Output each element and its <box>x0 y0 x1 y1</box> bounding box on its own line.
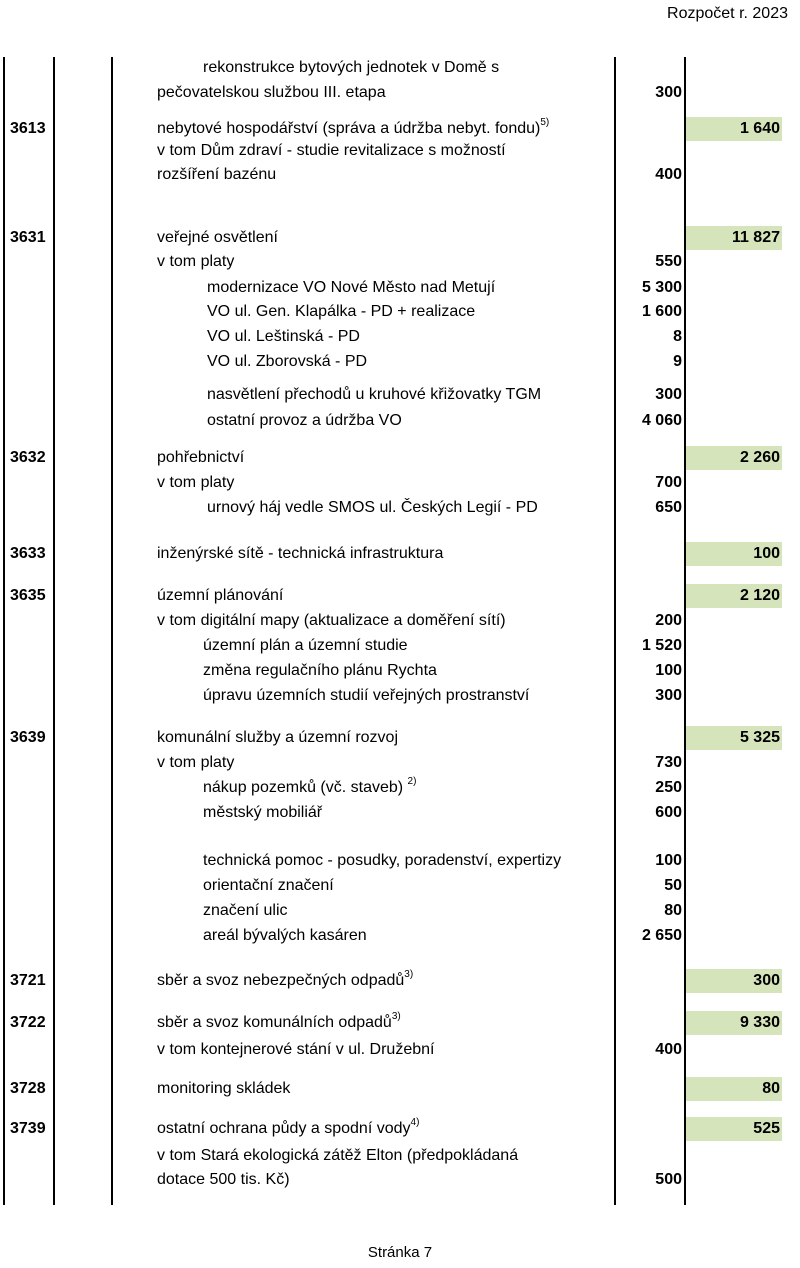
item-label: dotace 500 tis. Kč) <box>157 1171 290 1188</box>
item-label: VO ul. Leštinská - PD <box>207 328 360 345</box>
budget-item-row <box>0 81 800 105</box>
budget-item-row <box>0 874 800 898</box>
budget-item-row <box>0 634 800 658</box>
item-label: územní plán a územní studie <box>203 637 408 654</box>
item-label: v tom platy <box>157 253 235 270</box>
item-label: VO ul. Zborovská - PD <box>207 353 368 370</box>
budget-item-row <box>0 1168 800 1192</box>
item-label: ostatní ochrana půdy a spodní vody$^{4)}$ <box>157 1117 420 1137</box>
section-code: 3631 <box>10 229 46 246</box>
item-label: urnový háj vedle SMOS ul. Českých Legií - PD <box>207 499 538 516</box>
budget-item-row <box>0 899 800 923</box>
item-amount: 5 300 <box>641 279 682 296</box>
budget-section-row <box>0 726 800 750</box>
budget-item-row <box>0 1144 800 1168</box>
budget-item-row <box>0 300 800 324</box>
footnote-marker: 3) <box>391 1011 401 1022</box>
budget-section-row <box>0 542 800 566</box>
item-amount: 9 <box>673 353 682 370</box>
budget-item-row <box>0 276 800 300</box>
item-amount: 600 <box>655 804 682 821</box>
budget-section-row <box>0 446 800 470</box>
item-label: nebytové hospodářství (správa a údržba nebyt. fondu)$^{5)}$ <box>157 117 550 137</box>
budget-item-row <box>0 325 800 349</box>
item-label: v tom platy <box>157 754 235 771</box>
item-label: ostatní provoz a údržba VO <box>207 412 402 429</box>
item-label: v tom platy <box>157 474 235 491</box>
item-label: pečovatelskou službou III. etapa <box>157 84 386 101</box>
budget-item-row <box>0 496 800 520</box>
item-label: nákup pozemků (vč. staveb) $^{2)}$ <box>203 776 417 796</box>
item-label: rozšíření bazénu <box>157 166 277 183</box>
item-amount: 650 <box>655 499 682 516</box>
item-label: značení ulic <box>203 902 288 919</box>
budget-section-row <box>0 584 800 608</box>
section-code: 3613 <box>10 120 46 137</box>
item-label: modernizace VO Nové Město nad Metují <box>207 279 496 296</box>
section-total: 2 120 <box>686 584 782 608</box>
section-total: 300 <box>686 969 782 993</box>
section-code: 3632 <box>10 449 46 466</box>
budget-item-row <box>0 56 800 80</box>
item-amount: 250 <box>655 779 682 796</box>
budget-item-row <box>0 801 800 825</box>
item-amount: 8 <box>673 328 682 345</box>
footnote-marker: 4) <box>410 1117 420 1128</box>
section-total: 5 325 <box>686 726 782 750</box>
item-label: úpravu územních studií veřejných prostranství <box>203 687 530 704</box>
item-label: sběr a svoz nebezpečných odpadů$^{3)}$ <box>157 969 414 989</box>
budget-section-row <box>0 226 800 250</box>
section-total: 9 330 <box>686 1011 782 1035</box>
item-amount: 400 <box>655 166 682 183</box>
footnote-marker: 5) <box>540 117 550 128</box>
budget-section-row <box>0 1011 800 1035</box>
item-label: nasvětlení přechodů u kruhové křižovatky TGM <box>207 386 542 403</box>
budget-section-row <box>0 117 800 141</box>
section-total: 80 <box>686 1077 782 1101</box>
section-total: 1 640 <box>686 117 782 141</box>
budget-item-row <box>0 684 800 708</box>
item-amount: 500 <box>655 1171 682 1188</box>
item-label: veřejné osvětlení <box>157 229 278 246</box>
item-amount: 200 <box>655 612 682 629</box>
section-total: 100 <box>686 542 782 566</box>
section-total: 525 <box>686 1117 782 1141</box>
section-code: 3739 <box>10 1120 46 1137</box>
document-header-title: Rozpočet r. 2023 <box>667 5 788 22</box>
section-code: 3722 <box>10 1014 46 1031</box>
section-code: 3635 <box>10 587 46 604</box>
budget-item-row <box>0 776 800 800</box>
section-code: 3728 <box>10 1080 46 1097</box>
item-label: územní plánování <box>157 587 284 604</box>
section-code: 3639 <box>10 729 46 746</box>
item-label: orientační značení <box>203 877 334 894</box>
item-label: technická pomoc - posudky, poradenství, expertizy <box>203 852 562 869</box>
footnote-marker: 2) <box>407 776 417 787</box>
budget-item-row <box>0 924 800 948</box>
item-amount: 300 <box>655 687 682 704</box>
item-amount: 100 <box>655 852 682 869</box>
item-amount: 700 <box>655 474 682 491</box>
item-amount: 550 <box>655 253 682 270</box>
budget-item-row <box>0 471 800 495</box>
item-amount: 1 520 <box>641 637 682 654</box>
item-amount: 300 <box>655 84 682 101</box>
budget-item-row <box>0 849 800 873</box>
item-label: sběr a svoz komunálních odpadů$^{3)}$ <box>157 1011 401 1031</box>
item-label: v tom digitální mapy (aktualizace a doměření sítí) <box>157 612 506 629</box>
page-number: Stránka 7 <box>367 1244 433 1261</box>
section-total: 2 260 <box>686 446 782 470</box>
section-total: 11 827 <box>686 226 782 250</box>
budget-item-row <box>0 139 800 163</box>
item-amount: 100 <box>655 662 682 679</box>
item-label: monitoring skládek <box>157 1080 291 1097</box>
budget-item-row <box>0 1038 800 1062</box>
item-label: v tom kontejnerové stání v ul. Družební <box>157 1041 435 1058</box>
item-label: rekonstrukce bytových jednotek v Domě s <box>203 59 500 76</box>
item-amount: 50 <box>664 877 682 894</box>
section-code: 3633 <box>10 545 46 562</box>
item-amount: 300 <box>655 386 682 403</box>
item-amount: 730 <box>655 754 682 771</box>
item-amount: 400 <box>655 1041 682 1058</box>
budget-item-row <box>0 383 800 407</box>
budget-item-row <box>0 409 800 433</box>
item-label: pohřebnictví <box>157 449 245 466</box>
item-amount: 80 <box>664 902 682 919</box>
item-label: změna regulačního plánu Rychta <box>203 662 437 679</box>
item-amount: 1 600 <box>641 303 682 320</box>
item-label: městský mobiliář <box>203 804 323 821</box>
item-amount: 4 060 <box>641 412 682 429</box>
item-amount: 2 650 <box>641 927 682 944</box>
item-label: VO ul. Gen. Klapálka - PD + realizace <box>207 303 476 320</box>
item-label: inženýrské sítě - technická infrastruktura <box>157 545 444 562</box>
budget-item-row <box>0 350 800 374</box>
item-label: komunální služby a územní rozvoj <box>157 729 398 746</box>
budget-item-row <box>0 250 800 274</box>
budget-item-row <box>0 163 800 187</box>
budget-section-row <box>0 1117 800 1141</box>
item-label: areál bývalých kasáren <box>203 927 367 944</box>
budget-item-row <box>0 659 800 683</box>
item-label: v tom Dům zdraví - studie revitalizace s možností <box>157 142 506 159</box>
budget-section-row <box>0 969 800 993</box>
budget-section-row <box>0 1077 800 1101</box>
item-label: v tom Stará ekologická zátěž Elton (předpokládaná <box>157 1147 519 1164</box>
budget-item-row <box>0 609 800 633</box>
footnote-marker: 3) <box>404 969 414 980</box>
budget-item-row <box>0 751 800 775</box>
section-code: 3721 <box>10 972 46 989</box>
